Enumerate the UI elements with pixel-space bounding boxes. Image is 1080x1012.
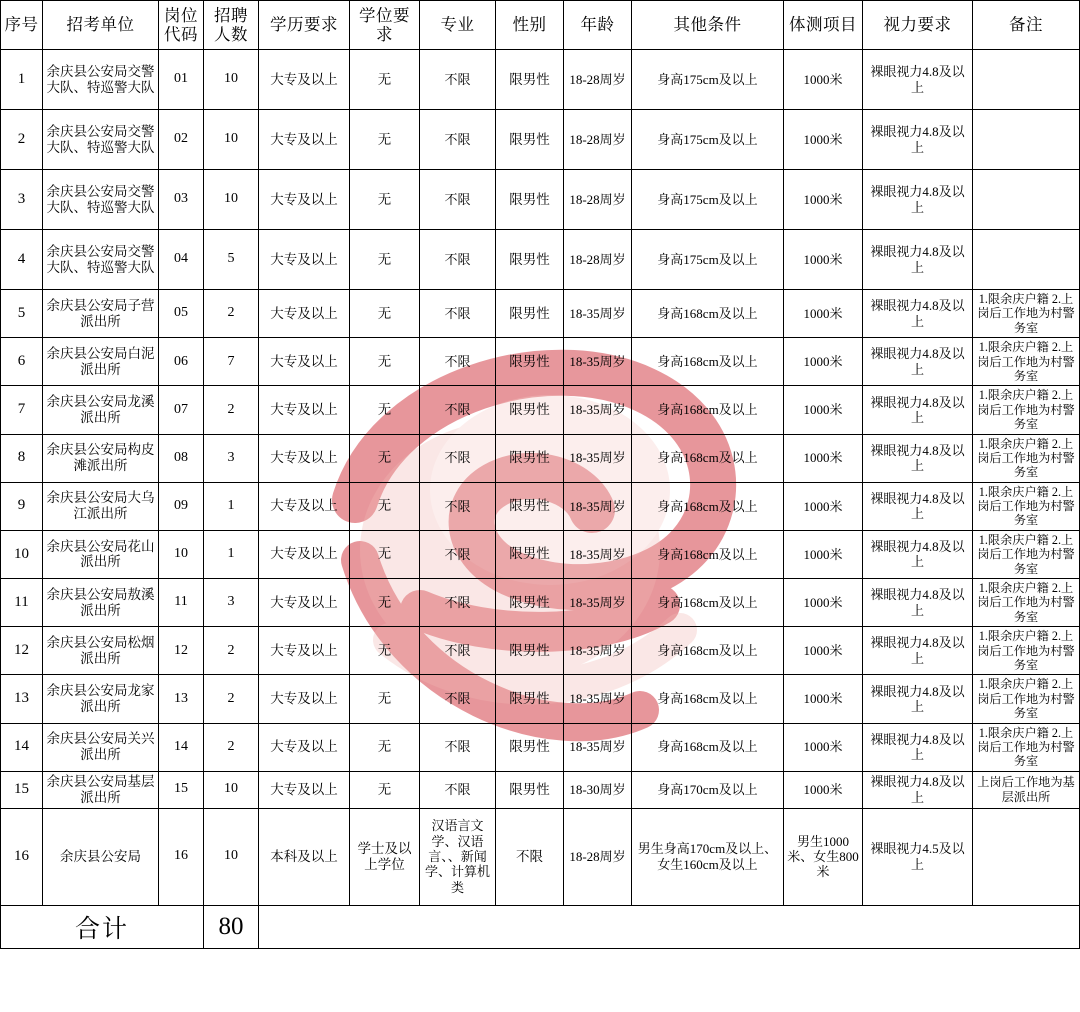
cell-degree: 无 — [350, 434, 420, 482]
cell-degree: 无 — [350, 723, 420, 771]
cell-code: 10 — [159, 530, 204, 578]
cell-degree: 无 — [350, 170, 420, 230]
table-row — [1, 723, 1080, 771]
cell-other-conditions: 身高168cm及以上 — [632, 579, 784, 627]
cell-education: 大专及以上 — [259, 627, 350, 675]
cell-other-conditions: 身高168cm及以上 — [632, 627, 784, 675]
table-row — [1, 771, 1080, 808]
cell-index: 4 — [1, 230, 43, 290]
cell-count: 10 — [204, 110, 259, 170]
header-education: 学历要求 — [259, 1, 350, 50]
cell-index: 3 — [1, 170, 43, 230]
cell-remark — [973, 808, 1080, 905]
cell-code: 06 — [159, 338, 204, 386]
cell-count: 3 — [204, 579, 259, 627]
header-code: 岗位代码 — [159, 1, 204, 50]
cell-unit: 余庆县公安局松烟派出所 — [43, 627, 159, 675]
cell-code: 09 — [159, 482, 204, 530]
cell-major: 不限 — [420, 110, 496, 170]
cell-code: 15 — [159, 771, 204, 808]
cell-code: 03 — [159, 170, 204, 230]
cell-degree: 无 — [350, 530, 420, 578]
cell-age: 18-35周岁 — [564, 723, 632, 771]
cell-count: 10 — [204, 808, 259, 905]
table-row — [1, 530, 1080, 578]
cell-education: 大专及以上 — [259, 386, 350, 434]
cell-physical-test: 1000米 — [784, 434, 863, 482]
cell-education: 大专及以上 — [259, 290, 350, 338]
cell-count: 3 — [204, 434, 259, 482]
cell-count: 2 — [204, 290, 259, 338]
cell-unit: 余庆县公安局大乌江派出所 — [43, 482, 159, 530]
cell-gender: 限男性 — [496, 675, 564, 723]
cell-major: 不限 — [420, 290, 496, 338]
cell-count: 2 — [204, 627, 259, 675]
cell-education: 大专及以上 — [259, 579, 350, 627]
cell-education: 大专及以上 — [259, 771, 350, 808]
cell-index: 11 — [1, 579, 43, 627]
cell-unit: 余庆县公安局白泥派出所 — [43, 338, 159, 386]
table-row — [1, 338, 1080, 386]
cell-other-conditions: 身高168cm及以上 — [632, 386, 784, 434]
header-physical-test: 体测项目 — [784, 1, 863, 50]
total-empty-cell — [259, 906, 1080, 949]
cell-code: 13 — [159, 675, 204, 723]
cell-degree: 无 — [350, 386, 420, 434]
cell-remark: 1.限余庆户籍 2.上岗后工作地为村警务室 — [973, 723, 1080, 771]
cell-gender: 限男性 — [496, 530, 564, 578]
cell-vision: 裸眼视力4.8及以上 — [863, 771, 973, 808]
cell-index: 13 — [1, 675, 43, 723]
header-count: 招聘人数 — [204, 1, 259, 50]
cell-degree: 无 — [350, 290, 420, 338]
cell-code: 16 — [159, 808, 204, 905]
table-row — [1, 579, 1080, 627]
cell-remark: 1.限余庆户籍 2.上岗后工作地为村警务室 — [973, 627, 1080, 675]
cell-index: 7 — [1, 386, 43, 434]
cell-other-conditions: 身高170cm及以上 — [632, 771, 784, 808]
cell-other-conditions: 身高168cm及以上 — [632, 675, 784, 723]
cell-age: 18-35周岁 — [564, 482, 632, 530]
header-vision: 视力要求 — [863, 1, 973, 50]
cell-vision: 裸眼视力4.8及以上 — [863, 50, 973, 110]
cell-unit: 余庆县公安局构皮滩派出所 — [43, 434, 159, 482]
cell-index: 9 — [1, 482, 43, 530]
cell-gender: 限男性 — [496, 110, 564, 170]
cell-degree: 无 — [350, 230, 420, 290]
cell-gender: 限男性 — [496, 723, 564, 771]
cell-gender: 不限 — [496, 808, 564, 905]
cell-major: 汉语言文学、汉语言、、新闻学、计算机类 — [420, 808, 496, 905]
cell-age: 18-35周岁 — [564, 386, 632, 434]
cell-other-conditions: 身高175cm及以上 — [632, 110, 784, 170]
cell-major: 不限 — [420, 230, 496, 290]
cell-remark — [973, 110, 1080, 170]
cell-code: 02 — [159, 110, 204, 170]
cell-degree: 无 — [350, 482, 420, 530]
cell-other-conditions: 身高168cm及以上 — [632, 530, 784, 578]
cell-physical-test: 1000米 — [784, 675, 863, 723]
cell-major: 不限 — [420, 675, 496, 723]
cell-count: 10 — [204, 50, 259, 110]
cell-age: 18-35周岁 — [564, 338, 632, 386]
cell-count: 5 — [204, 230, 259, 290]
cell-vision: 裸眼视力4.8及以上 — [863, 434, 973, 482]
cell-index: 8 — [1, 434, 43, 482]
table-row — [1, 50, 1080, 110]
cell-gender: 限男性 — [496, 482, 564, 530]
table-row — [1, 808, 1080, 905]
cell-code: 14 — [159, 723, 204, 771]
cell-unit: 余庆县公安局交警大队、特巡警大队 — [43, 170, 159, 230]
cell-age: 18-35周岁 — [564, 579, 632, 627]
cell-physical-test: 1000米 — [784, 723, 863, 771]
cell-physical-test: 1000米 — [784, 482, 863, 530]
cell-vision: 裸眼视力4.5及以上 — [863, 808, 973, 905]
table-row — [1, 434, 1080, 482]
cell-remark: 1.限余庆户籍 2.上岗后工作地为村警务室 — [973, 386, 1080, 434]
cell-index: 14 — [1, 723, 43, 771]
cell-gender: 限男性 — [496, 386, 564, 434]
cell-physical-test: 1000米 — [784, 230, 863, 290]
cell-age: 18-35周岁 — [564, 290, 632, 338]
cell-physical-test: 1000米 — [784, 386, 863, 434]
cell-index: 12 — [1, 627, 43, 675]
cell-vision: 裸眼视力4.8及以上 — [863, 386, 973, 434]
cell-age: 18-28周岁 — [564, 230, 632, 290]
cell-unit: 余庆县公安局基层派出所 — [43, 771, 159, 808]
cell-vision: 裸眼视力4.8及以上 — [863, 579, 973, 627]
cell-age: 18-35周岁 — [564, 627, 632, 675]
cell-remark — [973, 170, 1080, 230]
cell-education: 大专及以上 — [259, 530, 350, 578]
total-label: 合计 — [1, 906, 204, 949]
header-degree: 学位要求 — [350, 1, 420, 50]
cell-other-conditions: 身高168cm及以上 — [632, 434, 784, 482]
cell-physical-test: 1000米 — [784, 338, 863, 386]
cell-remark: 1.限余庆户籍 2.上岗后工作地为村警务室 — [973, 579, 1080, 627]
cell-remark — [973, 230, 1080, 290]
cell-gender: 限男性 — [496, 627, 564, 675]
table-row — [1, 386, 1080, 434]
cell-major: 不限 — [420, 170, 496, 230]
cell-age: 18-28周岁 — [564, 50, 632, 110]
cell-unit: 余庆县公安局交警大队、特巡警大队 — [43, 110, 159, 170]
cell-education: 大专及以上 — [259, 675, 350, 723]
cell-code: 11 — [159, 579, 204, 627]
cell-unit: 余庆县公安局龙溪派出所 — [43, 386, 159, 434]
cell-degree: 无 — [350, 50, 420, 110]
cell-remark: 上岗后工作地为基层派出所 — [973, 771, 1080, 808]
table-row — [1, 675, 1080, 723]
cell-count: 2 — [204, 386, 259, 434]
header-other-conditions: 其他条件 — [632, 1, 784, 50]
cell-index: 10 — [1, 530, 43, 578]
cell-vision: 裸眼视力4.8及以上 — [863, 675, 973, 723]
cell-vision: 裸眼视力4.8及以上 — [863, 110, 973, 170]
cell-physical-test: 1000米 — [784, 110, 863, 170]
cell-unit: 余庆县公安局 — [43, 808, 159, 905]
cell-age: 18-35周岁 — [564, 434, 632, 482]
total-value: 80 — [204, 906, 259, 949]
cell-physical-test: 1000米 — [784, 170, 863, 230]
cell-education: 大专及以上 — [259, 338, 350, 386]
table-row — [1, 170, 1080, 230]
cell-unit: 余庆县公安局花山派出所 — [43, 530, 159, 578]
cell-major: 不限 — [420, 530, 496, 578]
cell-count: 10 — [204, 170, 259, 230]
table-row — [1, 110, 1080, 170]
cell-other-conditions: 身高168cm及以上 — [632, 338, 784, 386]
header-unit: 招考单位 — [43, 1, 159, 50]
cell-code: 07 — [159, 386, 204, 434]
cell-count: 7 — [204, 338, 259, 386]
cell-gender: 限男性 — [496, 579, 564, 627]
cell-code: 12 — [159, 627, 204, 675]
cell-education: 大专及以上 — [259, 50, 350, 110]
cell-other-conditions: 身高168cm及以上 — [632, 723, 784, 771]
cell-count: 10 — [204, 771, 259, 808]
total-row — [1, 906, 1080, 949]
table-row — [1, 230, 1080, 290]
cell-vision: 裸眼视力4.8及以上 — [863, 230, 973, 290]
cell-gender: 限男性 — [496, 434, 564, 482]
cell-other-conditions: 身高175cm及以上 — [632, 50, 784, 110]
cell-other-conditions: 身高168cm及以上 — [632, 482, 784, 530]
cell-physical-test: 1000米 — [784, 290, 863, 338]
cell-gender: 限男性 — [496, 50, 564, 110]
cell-vision: 裸眼视力4.8及以上 — [863, 482, 973, 530]
cell-major: 不限 — [420, 771, 496, 808]
cell-major: 不限 — [420, 434, 496, 482]
cell-remark: 1.限余庆户籍 2.上岗后工作地为村警务室 — [973, 290, 1080, 338]
cell-physical-test: 1000米 — [784, 771, 863, 808]
cell-education: 大专及以上 — [259, 482, 350, 530]
header-remark: 备注 — [973, 1, 1080, 50]
cell-remark: 1.限余庆户籍 2.上岗后工作地为村警务室 — [973, 338, 1080, 386]
cell-index: 15 — [1, 771, 43, 808]
cell-gender: 限男性 — [496, 338, 564, 386]
cell-remark: 1.限余庆户籍 2.上岗后工作地为村警务室 — [973, 530, 1080, 578]
cell-major: 不限 — [420, 579, 496, 627]
cell-remark: 1.限余庆户籍 2.上岗后工作地为村警务室 — [973, 434, 1080, 482]
cell-degree: 无 — [350, 675, 420, 723]
cell-count: 1 — [204, 530, 259, 578]
cell-age: 18-28周岁 — [564, 170, 632, 230]
cell-count: 2 — [204, 723, 259, 771]
cell-unit: 余庆县公安局龙家派出所 — [43, 675, 159, 723]
cell-index: 1 — [1, 50, 43, 110]
cell-gender: 限男性 — [496, 170, 564, 230]
header-age: 年龄 — [564, 1, 632, 50]
cell-education: 本科及以上 — [259, 808, 350, 905]
cell-other-conditions: 身高168cm及以上 — [632, 290, 784, 338]
cell-education: 大专及以上 — [259, 723, 350, 771]
cell-major: 不限 — [420, 338, 496, 386]
cell-vision: 裸眼视力4.8及以上 — [863, 338, 973, 386]
cell-degree: 学士及以上学位 — [350, 808, 420, 905]
cell-age: 18-35周岁 — [564, 675, 632, 723]
cell-other-conditions: 男生身高170cm及以上、女生160cm及以上 — [632, 808, 784, 905]
cell-vision: 裸眼视力4.8及以上 — [863, 627, 973, 675]
cell-education: 大专及以上 — [259, 434, 350, 482]
header-row — [1, 1, 1080, 50]
cell-degree: 无 — [350, 627, 420, 675]
header-major: 专业 — [420, 1, 496, 50]
cell-age: 18-28周岁 — [564, 110, 632, 170]
cell-major: 不限 — [420, 50, 496, 110]
cell-physical-test: 男生1000米、女生800米 — [784, 808, 863, 905]
header-index: 序号 — [1, 1, 43, 50]
cell-degree: 无 — [350, 338, 420, 386]
cell-degree: 无 — [350, 579, 420, 627]
cell-remark: 1.限余庆户籍 2.上岗后工作地为村警务室 — [973, 675, 1080, 723]
cell-code: 05 — [159, 290, 204, 338]
cell-other-conditions: 身高175cm及以上 — [632, 230, 784, 290]
cell-vision: 裸眼视力4.8及以上 — [863, 530, 973, 578]
cell-unit: 余庆县公安局交警大队、特巡警大队 — [43, 230, 159, 290]
cell-physical-test: 1000米 — [784, 530, 863, 578]
cell-degree: 无 — [350, 771, 420, 808]
cell-gender: 限男性 — [496, 230, 564, 290]
cell-physical-test: 1000米 — [784, 579, 863, 627]
cell-physical-test: 1000米 — [784, 627, 863, 675]
cell-unit: 余庆县公安局关兴派出所 — [43, 723, 159, 771]
cell-index: 5 — [1, 290, 43, 338]
table-header — [1, 1, 1080, 50]
table-body — [1, 50, 1080, 906]
cell-education: 大专及以上 — [259, 230, 350, 290]
cell-count: 1 — [204, 482, 259, 530]
cell-index: 2 — [1, 110, 43, 170]
cell-unit: 余庆县公安局交警大队、特巡警大队 — [43, 50, 159, 110]
cell-unit: 余庆县公安局子营派出所 — [43, 290, 159, 338]
cell-index: 16 — [1, 808, 43, 905]
total-row-table — [0, 906, 1080, 949]
table-row — [1, 627, 1080, 675]
cell-major: 不限 — [420, 386, 496, 434]
cell-gender: 限男性 — [496, 290, 564, 338]
cell-remark: 1.限余庆户籍 2.上岗后工作地为村警务室 — [973, 482, 1080, 530]
cell-physical-test: 1000米 — [784, 50, 863, 110]
header-gender: 性别 — [496, 1, 564, 50]
cell-vision: 裸眼视力4.8及以上 — [863, 723, 973, 771]
cell-degree: 无 — [350, 110, 420, 170]
cell-education: 大专及以上 — [259, 110, 350, 170]
table-row — [1, 482, 1080, 530]
cell-remark — [973, 50, 1080, 110]
cell-major: 不限 — [420, 627, 496, 675]
cell-vision: 裸眼视力4.8及以上 — [863, 290, 973, 338]
cell-age: 18-35周岁 — [564, 530, 632, 578]
cell-gender: 限男性 — [496, 771, 564, 808]
cell-age: 18-30周岁 — [564, 771, 632, 808]
cell-code: 04 — [159, 230, 204, 290]
cell-major: 不限 — [420, 723, 496, 771]
cell-count: 2 — [204, 675, 259, 723]
cell-index: 6 — [1, 338, 43, 386]
cell-unit: 余庆县公安局敖溪派出所 — [43, 579, 159, 627]
cell-code: 01 — [159, 50, 204, 110]
table-row — [1, 290, 1080, 338]
cell-code: 08 — [159, 434, 204, 482]
cell-major: 不限 — [420, 482, 496, 530]
cell-age: 18-28周岁 — [564, 808, 632, 905]
cell-education: 大专及以上 — [259, 170, 350, 230]
cell-vision: 裸眼视力4.8及以上 — [863, 170, 973, 230]
cell-other-conditions: 身高175cm及以上 — [632, 170, 784, 230]
